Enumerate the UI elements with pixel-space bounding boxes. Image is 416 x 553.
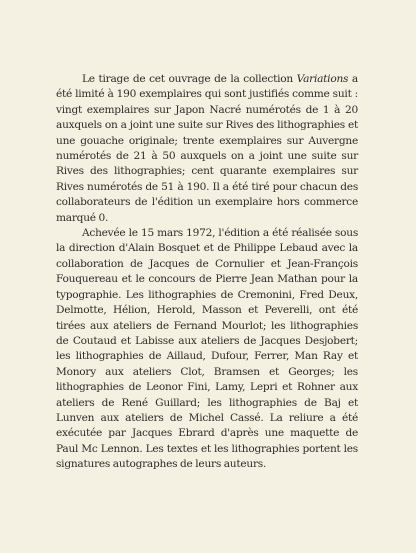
colophon-paragraph-print-run [56,72,358,226]
colophon-paragraph-credits: Achevée le 15 mars 1972, l'édition a été réalisée sous la direction d'Alain Bosquet et de Philippe Lebaud avec la collaboration de Jacques de Cornulier et Jean-François Fouquereau et le concours de Pierre Jean Mathan pour la typographie. Les lithographies de Cremonini, Fred Deux, Delmotte, Hélion, Herold, Masson et Peverelli, ont été tirées aux ateliers de Fernand Mourlot; les lithographies de Coutaud et Labisse aux ateliers de Jacques Desjobert; les lithographies de Aillaud, Dufour, Ferrer, Man Ray et Monory aux ateliers Clot, Bramsen et Georges; les lithographies de Leonor Fini, Lamy, Lepri et Rohner aux ateliers de René Guillard; les lithographies de Baj et Lunven aux ateliers de Michel Cassé. La reliure a été exécutée par Jacques Ebrard d'après une maquette de Paul Mc Lennon. Les textes et les lithographies portent les signatures autographes de leurs auteurs. [56,227,358,471]
print-run-details: a été limité à 190 exemplaires qui sont justifiés comme suit : vingt exemplaires sur Japon Nacré numérotés de 1 à 20 auxquels on a joint une suite sur Rives des lithographies et une gouache originale; trente exemplaires sur Auvergne numérotés de 21 à 50 auxquels on a joint une suite sur Rives des lithographies; cent quarante exemplaires sur Rives numérotés de 51 à 190. Il a été tiré pour chacun des collaborateurs de l'édition un exemplaire hors commerce marqué 0. [56,73,358,224]
collection-title: Variations [296,73,349,85]
colophon-text [56,72,358,473]
print-run-intro: Le tirage de cet ouvrage de la collection [82,73,297,85]
